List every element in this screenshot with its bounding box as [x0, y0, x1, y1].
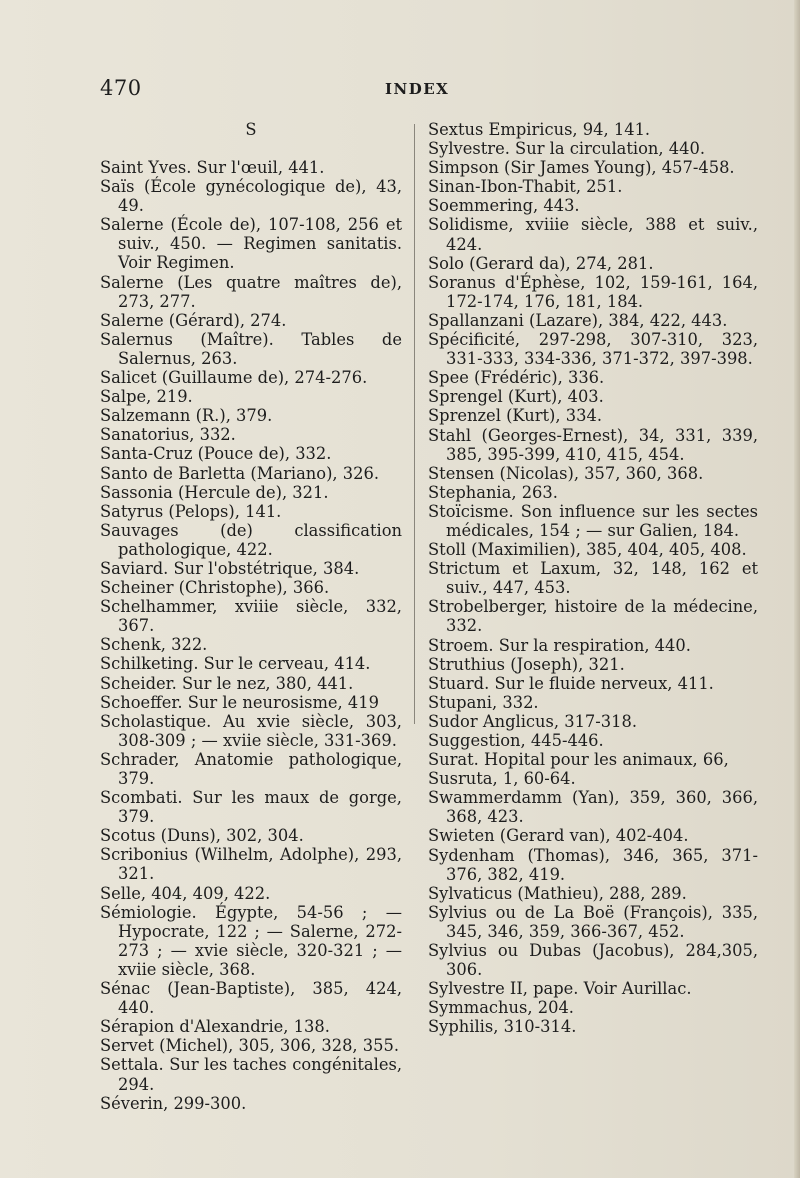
index-entry: Swieten (Gerard van), 402-404. — [428, 826, 689, 846]
index-entry: Stensen (Nicolas), 357, 360, 368. — [428, 463, 704, 483]
index-entry: Surat. Hopital pour les animaux, 66, — [428, 750, 729, 770]
index-column-right — [428, 120, 758, 1037]
index-entry: Solidisme, xviiie siècle, 388 et suiv., 424. — [428, 215, 758, 254]
index-entry: Scribonius (Wilhelm, Adolphe), 293, 321. — [100, 845, 402, 884]
index-entry: Schenk, 322. — [100, 635, 208, 655]
index-entry: Schoeffer. Sur le neurosisme, 419 — [100, 692, 379, 712]
index-entry: Salernus (Maître). Tables de Salernus, 263. — [100, 329, 402, 368]
page-header — [100, 76, 750, 106]
index-entry: Salerne (Les quatre maîtres de), 273, 277. — [100, 272, 402, 311]
index-entry: Sudor Anglicus, 317-318. — [428, 711, 638, 731]
index-entry: Salerne (Gérard), 274. — [100, 310, 287, 330]
page-edge — [794, 0, 800, 1178]
index-entry: Stroem. Sur la respiration, 440. — [428, 635, 691, 655]
index-entry: Settala. Sur les taches congénitales, 294. — [100, 1055, 402, 1094]
index-entry: Scombati. Sur les maux de gorge, 379. — [100, 788, 402, 827]
index-entry: Santo de Barletta (Mariano), 326. — [100, 463, 380, 483]
index-entry: Strobelberger, histoire de la médecine, 332. — [428, 597, 758, 636]
index-entry: Sprengel (Kurt), 403. — [428, 387, 604, 407]
index-entry: Sylvius ou de La Boë (François), 335, 345, 346, 359, 366-367, 452. — [428, 902, 758, 941]
index-entry: Sylvestre II, pape. Voir Aurillac. — [428, 979, 692, 999]
index-entry: Stupani, 332. — [428, 692, 539, 712]
index-entry: Sanatorius, 332. — [100, 425, 236, 445]
right-entry-list — [428, 120, 758, 1037]
index-entry: Stoll (Maximilien), 385, 404, 405, 408. — [428, 540, 747, 560]
index-entry: Sauvages (de) classification pathologique, 422. — [100, 520, 402, 559]
index-entry: Séverin, 299-300. — [100, 1093, 247, 1113]
index-column-left — [100, 120, 402, 1113]
index-entry: Sextus Empiricus, 94, 141. — [428, 120, 651, 139]
index-entry: Spécificité, 297-298, 307-310, 323, 331-333, 334-336, 371-372, 397-398. — [428, 330, 758, 369]
index-entry: Servet (Michel), 305, 306, 328, 355. — [100, 1036, 400, 1056]
left-entry-list — [100, 158, 402, 1113]
index-entry: Sprenzel (Kurt), 334. — [428, 406, 602, 426]
index-entry: Sémiologie. Égypte, 54-56 ; — Hypocrate, 122 ; — Salerne, 272-273 ; — xvie siècle, 320-321 ; — xviie siècle, 368. — [100, 902, 402, 979]
index-entry: Saviard. Sur l'obstétrique, 384. — [100, 558, 360, 578]
index-entry: Struthius (Joseph), 321. — [428, 654, 625, 674]
index-entry: Sassonia (Hercule de), 321. — [100, 482, 329, 502]
index-entry: Salicet (Guillaume de), 274-276. — [100, 368, 368, 388]
index-entry: Stephania, 263. — [428, 482, 558, 502]
index-entry: Sérapion d'Alexandrie, 138. — [100, 1017, 330, 1037]
index-entry: Spee (Frédéric), 336. — [428, 368, 605, 388]
index-entry: Santa-Cruz (Pouce de), 332. — [100, 444, 332, 464]
index-entry: Salpe, 219. — [100, 387, 193, 407]
index-entry: Salzemann (R.), 379. — [100, 406, 273, 426]
index-entry: Schrader, Anatomie pathologique, 379. — [100, 749, 402, 788]
index-entry: Saint Yves. Sur l'œuil, 441. — [100, 158, 325, 177]
index-entry: Strictum et Laxum, 32, 148, 162 et suiv., 447, 453. — [428, 559, 758, 598]
index-entry: Sylvestre. Sur la circulation, 440. — [428, 139, 706, 159]
index-entry: Symmachus, 204. — [428, 998, 574, 1018]
index-entry: Sylvaticus (Mathieu), 288, 289. — [428, 883, 687, 903]
index-entry: Soranus d'Éphèse, 102, 159-161, 164, 172-174, 176, 181, 184. — [428, 272, 758, 311]
index-entry: Scheiner (Christophe), 366. — [100, 578, 330, 598]
column-divider — [414, 124, 415, 724]
index-entry: Sinan-Ibon-Thabit, 251. — [428, 177, 623, 197]
index-entry: Syphilis, 310-314. — [428, 1017, 577, 1037]
index-entry: Scheider. Sur le nez, 380, 441. — [100, 673, 354, 693]
index-entry: Schelhammer, xviiie siècle, 332, 367. — [100, 597, 402, 636]
index-entry: Sydenham (Thomas), 346, 365, 371-376, 382, 419. — [428, 845, 758, 884]
index-entry: Schilketing. Sur le cerveau, 414. — [100, 654, 371, 674]
index-entry: Sylvius ou Dubas (Jacobus), 284,305, 306. — [428, 941, 758, 980]
section-letter: S — [245, 120, 257, 139]
index-entry: Satyrus (Pelops), 141. — [100, 501, 282, 521]
index-entry: Susruta, 1, 60-64. — [428, 769, 576, 789]
index-entry: Stahl (Georges-Ernest), 34, 331, 339, 385, 395-399, 410, 415, 454. — [428, 425, 758, 464]
index-entry: Scholastique. Au xvie siècle, 303, 308-309 ; — xviie siècle, 331-369. — [100, 711, 402, 750]
index-entry: Spallanzani (Lazare), 384, 422, 443. — [428, 310, 728, 330]
index-entry: Stuard. Sur le fluide nerveux, 411. — [428, 673, 714, 693]
index-entry: Scotus (Duns), 302, 304. — [100, 826, 304, 846]
index-entry: Soemmering, 443. — [428, 196, 580, 216]
running-title: INDEX — [385, 80, 450, 98]
index-entry: Swammerdamm (Yan), 359, 360, 366, 368, 423. — [428, 788, 758, 827]
index-entry: Saïs (École gynécologique de), 43, 49. — [100, 177, 402, 216]
index-entry: Selle, 404, 409, 422. — [100, 883, 271, 903]
index-entry: Solo (Gerard da), 274, 281. — [428, 253, 654, 273]
index-entry: Sénac (Jean-Baptiste), 385, 424, 440. — [100, 979, 402, 1018]
index-entry: Stoïcisme. Son influence sur les sectes médicales, 154 ; — sur Galien, 184. — [428, 501, 758, 540]
index-entry: Salerne (École de), 107-108, 256 et suiv., 450. — Regimen sanitatis. Voir Regimen. — [100, 215, 402, 273]
page-number: 470 — [100, 76, 142, 100]
index-entry: Suggestion, 445-446. — [428, 731, 604, 750]
index-entry: Simpson (Sir James Young), 457-458. — [428, 158, 735, 178]
